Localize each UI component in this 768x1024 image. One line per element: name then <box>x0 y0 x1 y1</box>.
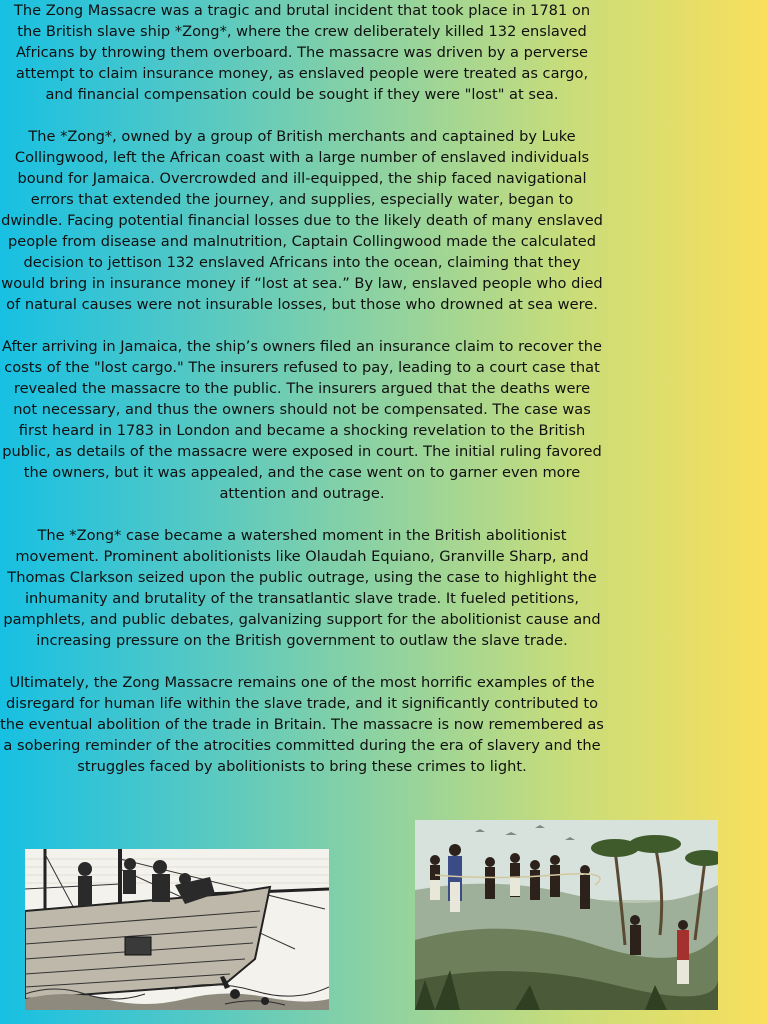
ship-engraving-icon <box>25 849 329 1010</box>
paragraph-1: The Zong Massacre was a tragic and brutal incident that took place in 1781 on the British slave ship *Zong*, where the crew deliberately killed 132 enslaved Africans by throwing them overboard. The massacre was driven by a perverse attempt to claim insurance money, as enslaved people were treated as cargo, and financial compensation could be sought if they were "lost" at sea. <box>13 2 591 103</box>
captives-march-svg <box>415 820 718 1010</box>
paragraph-4: The *Zong* case became a watershed moment in the British abolitionist movement. Prominent abolitionists like Olaudah Equiano, Granville Sharp, and Thomas Clarkson seized upon the public outrage, using the case to highlight the inhumanity and brutality of the transatlantic slave trade. It fueled petitions, pamphlets, and public debates, galvanizing support for the abolitionist cause and increasing pressure on the British government to outlaw the slave trade. <box>3 527 601 649</box>
paragraph-3: After arriving in Jamaica, the ship’s owners filed an insurance claim to recover the costs of the "lost cargo." The insurers refused to pay, leading to a court case that revealed the massacre to the public. The insurers argued that the deaths were not necessary, and thus the owners should not be compensated. The case was first heard in 1783 in London and became a shocking revelation to the British public, as details of the massacre were exposed in court. The initial ruling favored the owners, but it was appealed, and the case went on to garner even more attention and outrage. <box>2 338 602 502</box>
paragraph-2: The *Zong*, owned by a group of British merchants and captained by Luke Collingwood, left the African coast with a large number of enslaved individuals bound for Jamaica. Overcrowded and ill-equipped, the ship faced navigational errors that extended the journey, and supplies, especially water, began to dwindle. Facing potential financial losses due to the likely death of many enslaved people from disease and malnutrition, Captain Collingwood made the calculated decision to jettison 132 enslaved Africans into the ocean, claiming that they would bring in insurance money if “lost at sea.” By law, enslaved people who died of natural causes were not insurable losses, but those who drowned at sea were. <box>1 128 603 313</box>
paragraph-5: Ultimately, the Zong Massacre remains one of the most horrific examples of the disregard for human life within the slave trade, and it significantly contributed to the eventual abolition of the trade in Britain. The massacre is now remembered as a sobering reminder of the atrocities committed during the era of slavery and the struggles faced by abolitionists to bring these crimes to light. <box>0 674 604 775</box>
ship-engraving-svg <box>25 849 329 1010</box>
captives-march-icon <box>415 820 718 1010</box>
